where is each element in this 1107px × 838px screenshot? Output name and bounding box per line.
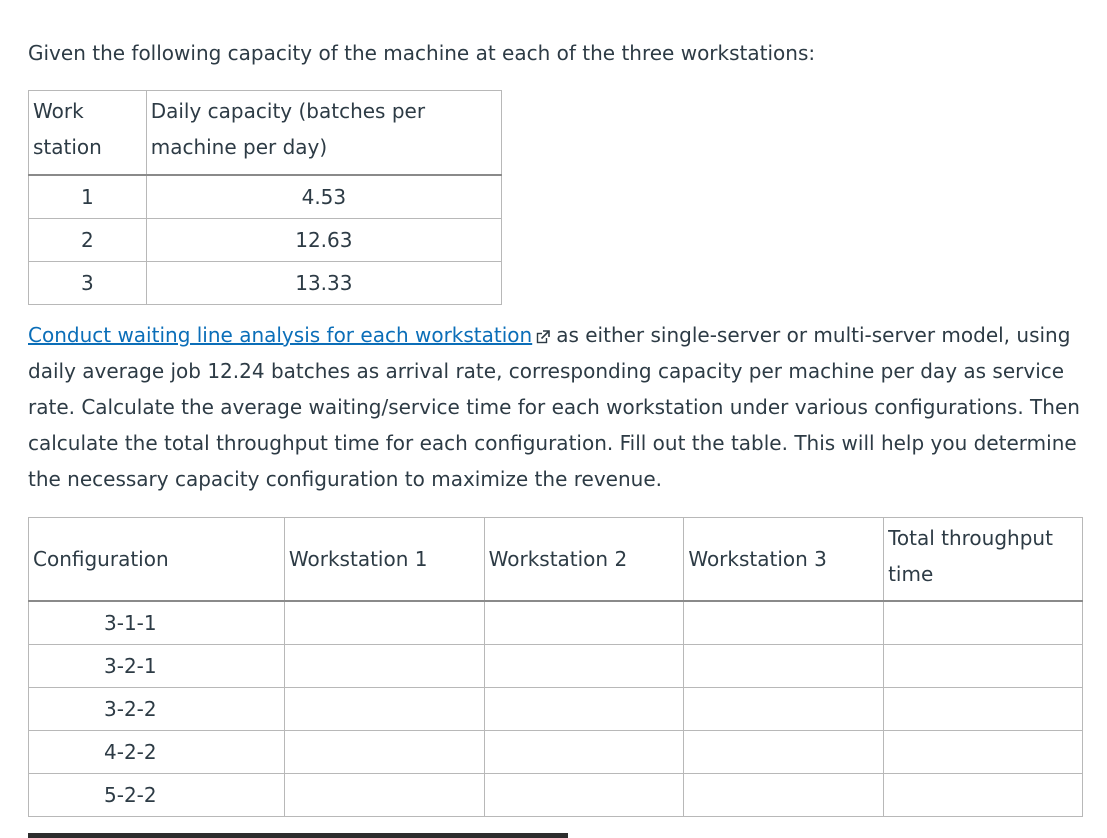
configuration-cell: 3-2-2 [29,688,285,731]
waiting-line-analysis-link[interactable]: Conduct waiting line analysis for each workstation [28,323,533,347]
workstation-2-cell[interactable] [484,645,684,688]
bottom-divider [28,833,568,838]
workstation-3-cell[interactable] [684,774,884,817]
workstation-1-cell[interactable] [284,601,484,645]
table-row [29,731,1083,774]
total-throughput-cell[interactable] [884,688,1083,731]
table-row [29,219,502,262]
workstation-1-cell[interactable] [284,731,484,774]
workstation-2-cell[interactable] [484,731,684,774]
workstation-1-cell[interactable] [284,688,484,731]
table-row [29,175,502,219]
intro-text: Given the following capacity of the machine at each of the three workstations: [28,41,816,65]
station-cell: 3 [29,262,147,305]
table-row [29,774,1083,817]
header-work-station: Work station [29,91,147,176]
workstation-3-cell[interactable] [684,688,884,731]
workstation-2-cell[interactable] [484,688,684,731]
total-throughput-cell[interactable] [884,645,1083,688]
workstation-2-cell[interactable] [484,774,684,817]
instructions-text: as either single-server or multi-server model, using daily average job 12.24 batches as arrival rate, corresponding capacity per machine per day as service rate. Calculate the average waiting/service time for each workstation under various configurations. Then calculate the total throughput time for each configuration. Fill out the table. This will help you determine the necessary capacity configuration to maximize the revenue. [28,323,1080,491]
configuration-cell: 3-2-1 [29,645,285,688]
header-workstation-1: Workstation 1 [284,518,484,602]
configuration-cell: 5-2-2 [29,774,285,817]
workstation-3-cell[interactable] [684,731,884,774]
workstation-1-cell[interactable] [284,774,484,817]
external-link-icon[interactable] [536,330,550,344]
workstation-3-cell[interactable] [684,601,884,645]
capacity-table [28,90,502,305]
header-total-throughput-time: Total throughput time [884,518,1083,602]
capacity-table-header [29,91,502,176]
capacity-cell: 4.53 [146,175,501,219]
table-row [29,688,1083,731]
table-row [29,645,1083,688]
instructions-paragraph [28,317,1088,497]
table-row [29,262,502,305]
capacity-cell: 13.33 [146,262,501,305]
workstation-3-cell[interactable] [684,645,884,688]
header-workstation-2: Workstation 2 [484,518,684,602]
table-row [29,601,1083,645]
station-cell: 1 [29,175,147,219]
total-throughput-cell[interactable] [884,601,1083,645]
configuration-table-header [29,518,1083,602]
workstation-2-cell[interactable] [484,601,684,645]
capacity-cell: 12.63 [146,219,501,262]
header-workstation-3: Workstation 3 [684,518,884,602]
configuration-cell: 3-1-1 [29,601,285,645]
total-throughput-cell[interactable] [884,774,1083,817]
configuration-cell: 4-2-2 [29,731,285,774]
total-throughput-cell[interactable] [884,731,1083,774]
workstation-1-cell[interactable] [284,645,484,688]
configuration-table [28,517,1083,817]
header-daily-capacity: Daily capacity (batches per machine per day) [146,91,501,176]
station-cell: 2 [29,219,147,262]
header-configuration: Configuration [29,518,285,602]
